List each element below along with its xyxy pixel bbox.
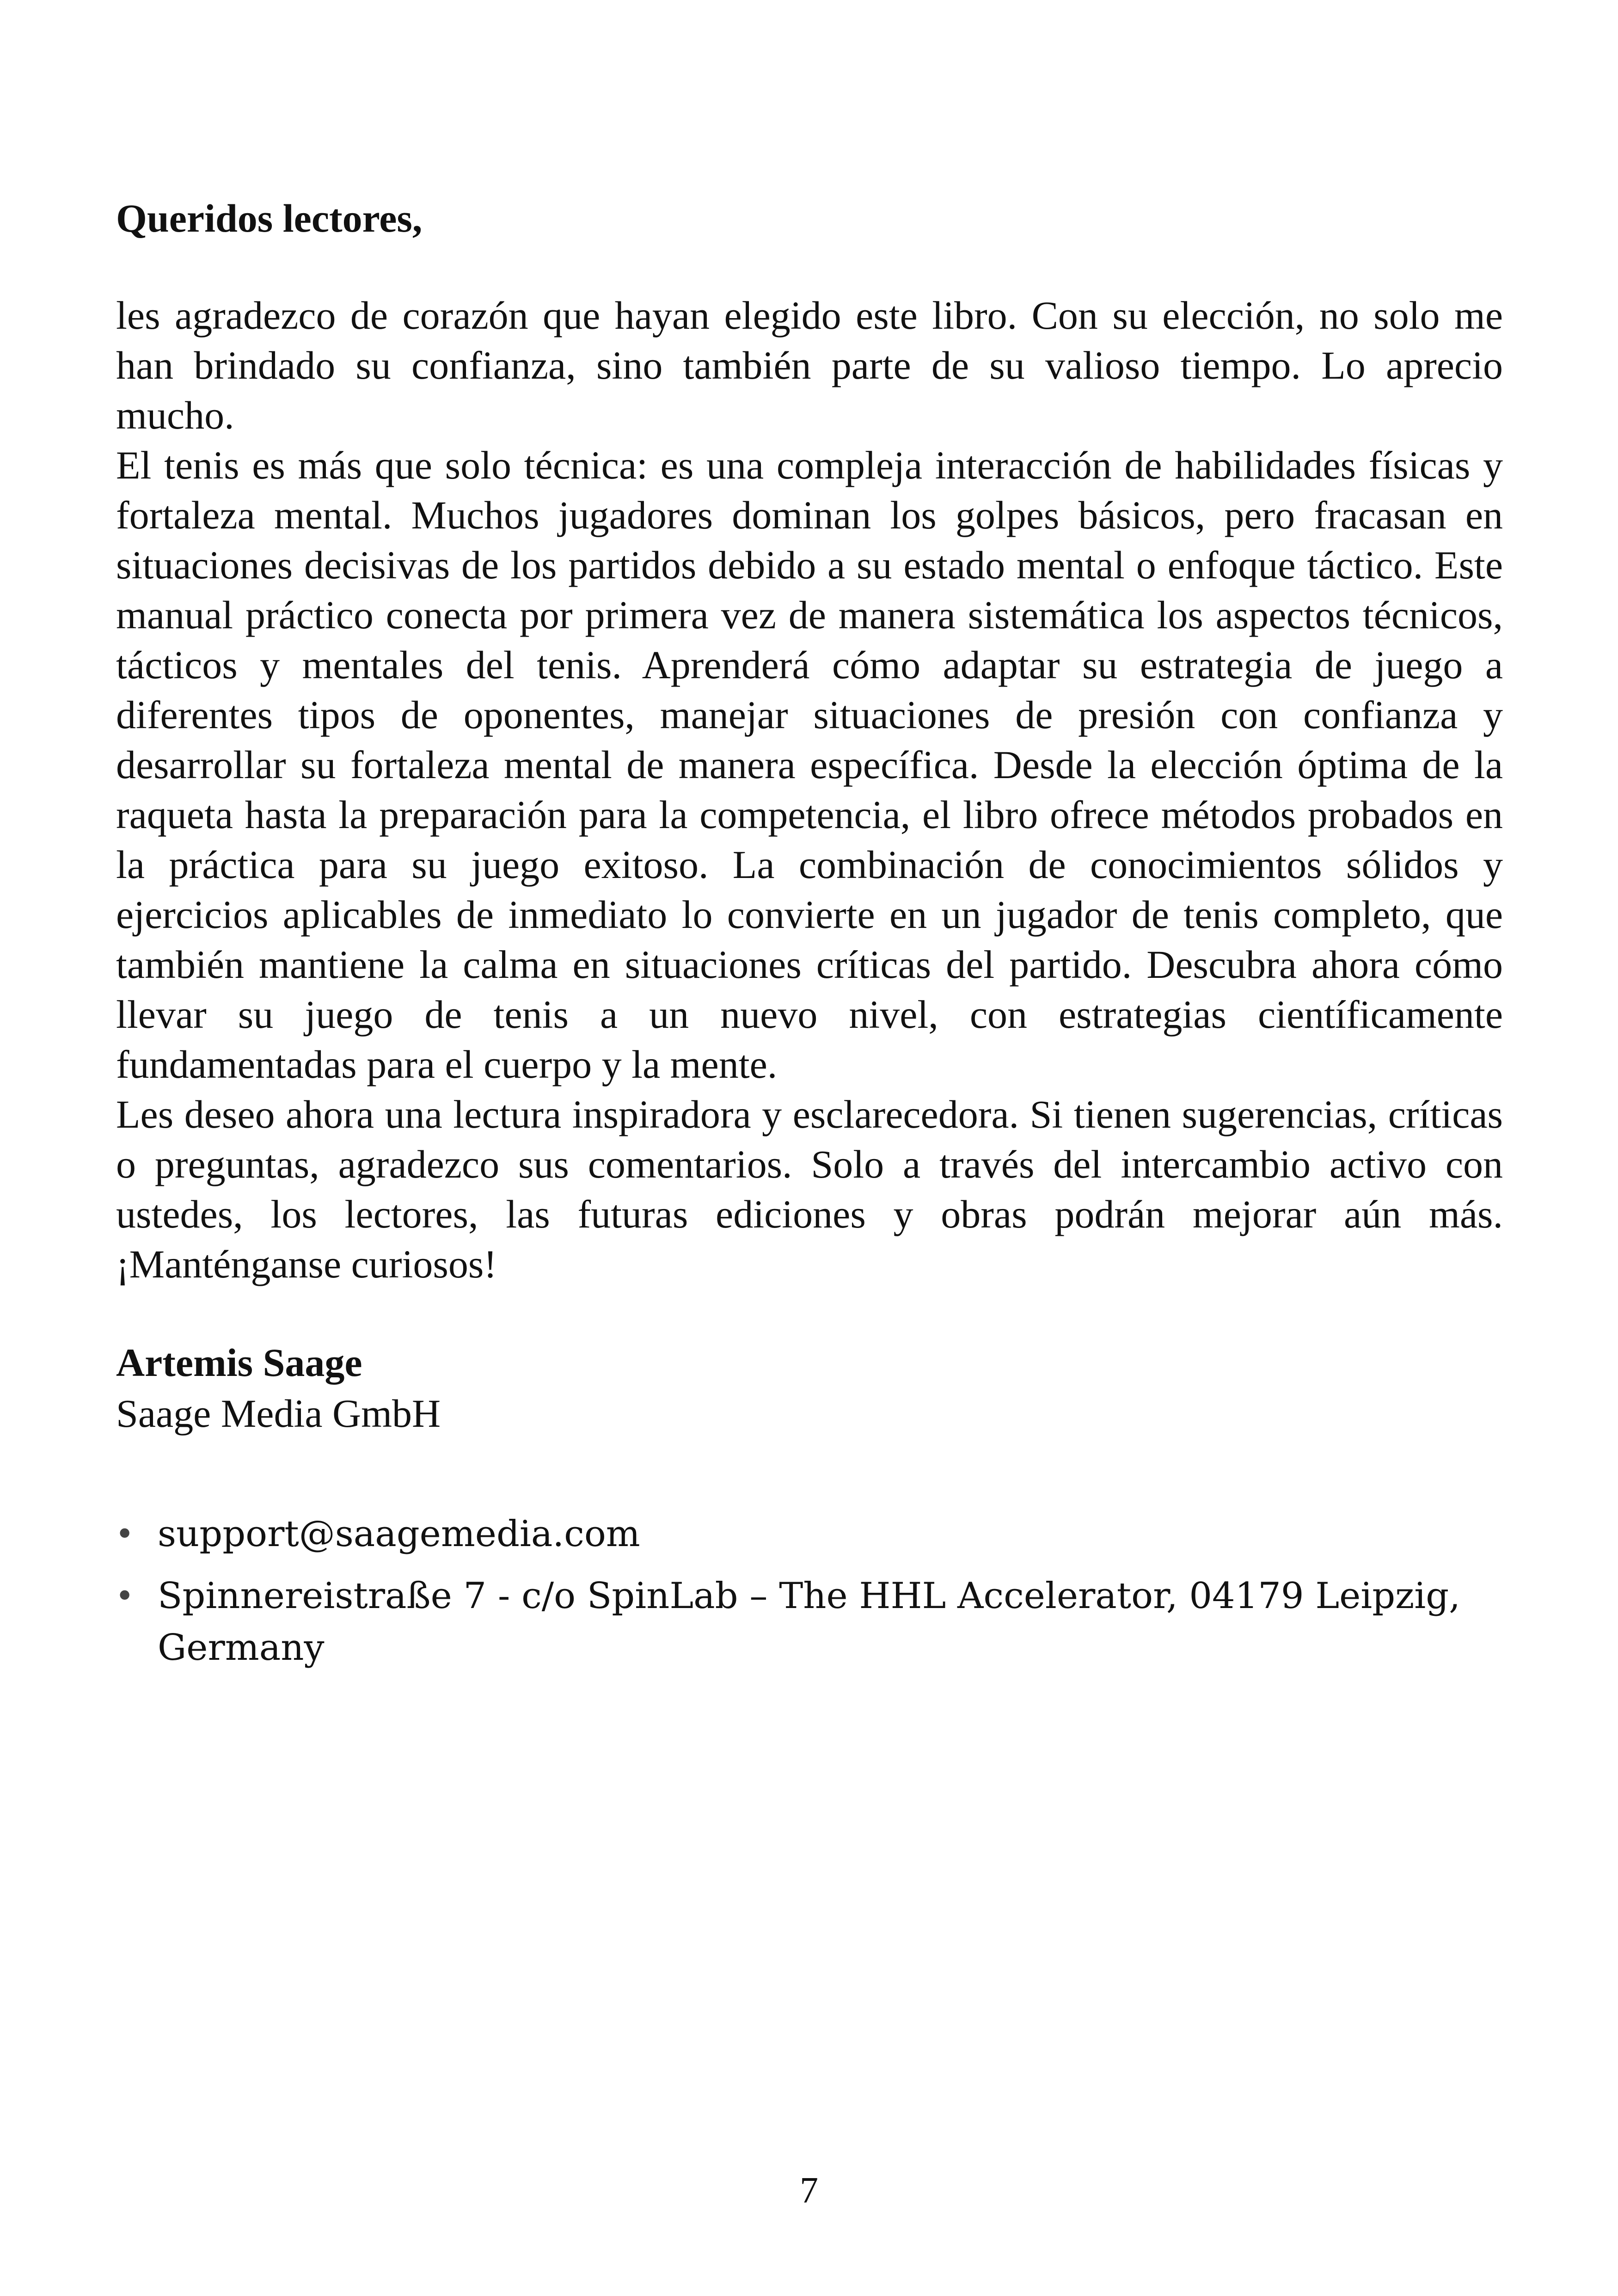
author-name: Artemis Saage — [116, 1340, 362, 1385]
letter-page — [116, 194, 1503, 1684]
paragraph-thanks: les agradezco de corazón que hayan elegido este libro. Con su elección, no solo me han brindado su confianza, sino también parte de su valioso tiempo. Lo aprecio mucho. — [116, 293, 1503, 437]
contact-email-item — [115, 1508, 1466, 1560]
contact-email[interactable]: support@saagemedia.com — [158, 1513, 640, 1555]
signature-block — [116, 1337, 1503, 1439]
paragraph-book-summary: El tenis es más que solo técnica: es una compleja interacción de habilidades físicas y fortaleza mental. Muchos jugadores dominan los golpes básicos, pero fracasan en situaciones decisivas de los partidos debido a su estado mental o enfoque táctico. Este manual práctico conecta por primera vez de manera sistemática los aspectos técnicos, tácticos y mentales del tenis. Aprenderá cómo adaptar su estrategia de juego a diferentes tipos de oponentes, manejar situaciones de presión con confianza y desarrollar su fortaleza mental de manera específica. Desde la elección óptima de la raqueta hasta la preparación para la competencia, el libro ofrece métodos probados en la práctica para su juego exitoso. La combinación de conocimientos sólidos y ejercicios aplicables de inmediato lo convierte en un jugador de tenis completo, que también mantiene la calma en situaciones críticas del partido. Descubra ahora cómo llevar su juego de tenis a un nuevo nivel, con estrategias científicamente fundamentadas para el cuerpo y la mente. — [116, 443, 1503, 1087]
bullet-icon: • — [115, 1515, 135, 1553]
company-name: Saage Media GmbH — [116, 1391, 441, 1436]
bullet-icon: • — [115, 1577, 135, 1615]
contact-address-item — [115, 1570, 1466, 1674]
page-number: 7 — [800, 2170, 818, 2211]
paragraph-closing: Les deseo ahora una lectura inspiradora y esclarecedora. Si tienen sugerencias, críticas o preguntas, agradezco sus comentarios. Solo a través del intercambio activo con ustedes, los lectores, las futuras ediciones y obras podrán mejorar aún más. ¡Manténganse curiosos! — [116, 1092, 1503, 1286]
contact-list — [116, 1508, 1466, 1674]
letter-body — [116, 290, 1503, 1289]
salutation: Queridos lectores, — [116, 196, 423, 240]
contact-address: Spinnereistraße 7 - c/o SpinLab – The HHL Accelerator, 04179 Leipzig, Germany — [158, 1575, 1460, 1669]
